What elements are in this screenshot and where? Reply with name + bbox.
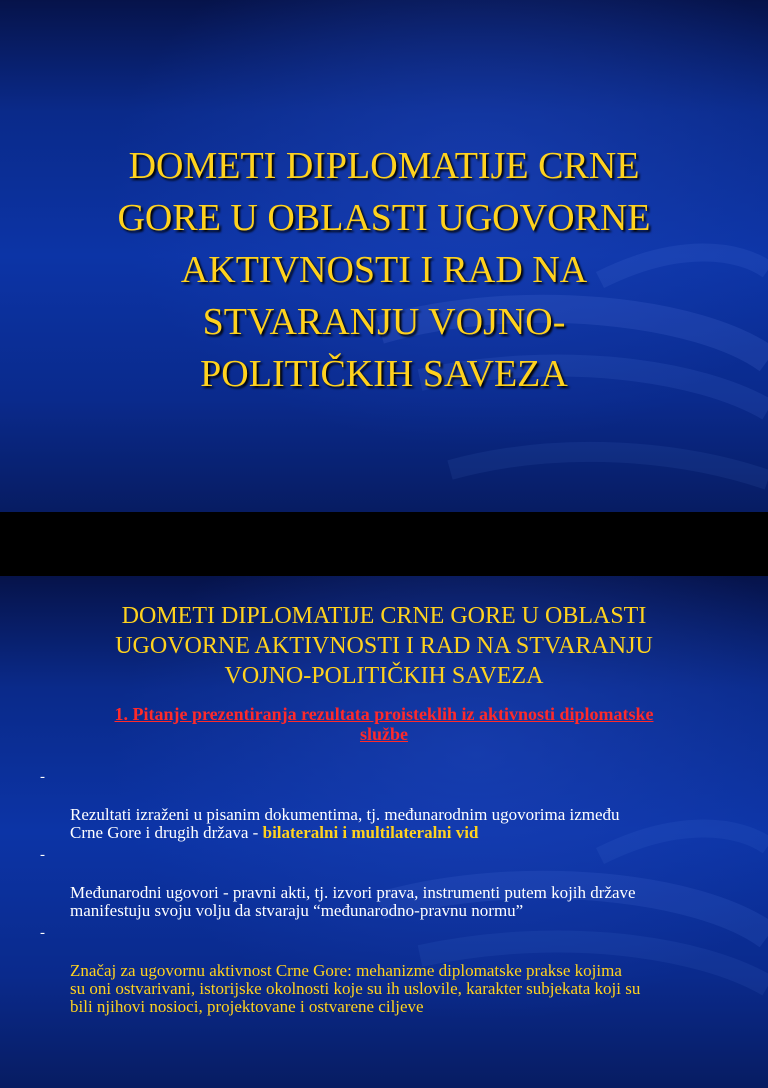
slide-title: DOMETI DIPLOMATIJE CRNE GORE U OBLASTI UGOVORNE AKTIVNOSTI I RAD NA STVARANJU VOJNO-POLITIČKIH SAVEZA [115, 603, 653, 689]
content-slide [0, 576, 768, 1088]
bullet-highlight: bilateralni i multilateralni vid [262, 823, 479, 842]
bullet-text: Međunarodni ugovori - pravni akti, tj. izvori prava, instrumenti putem kojih države manifestuju svoju volju da stvaraju “međunarodno-pravnu normu” [70, 883, 636, 920]
bullet-list [40, 770, 730, 1022]
list-item [40, 926, 730, 1016]
slide-separator [0, 512, 768, 576]
slide-title: DOMETI DIPLOMATIJE CRNE GORE U OBLASTI UGOVORNE AKTIVNOSTI I RAD NA STVARANJU VOJNO- POLITIČKIH SAVEZA [117, 145, 651, 395]
list-item [40, 770, 730, 842]
bullet-marker: - [40, 769, 45, 785]
bullet-text: Rezultati izraženi u pisanim dokumentima, tj. međunarodnim ugovorima između Crne Gore i drugih država - [70, 805, 620, 842]
bullet-text: Značaj za ugovornu aktivnost Crne Gore: mehanizme diplomatske prakse kojima su oni ostvarivani, istorijske okolnosti koje su ih uslovile, karakter subjekata koji su bili njihovi nosioci, projektovane i ostvarene ciljeve [70, 961, 641, 1016]
list-item [40, 848, 730, 920]
title-slide [0, 0, 768, 512]
bullet-marker: - [40, 847, 45, 863]
section-heading: 1. Pitanje prezentiranja rezultata proisteklih iz aktivnosti diplomatske službe [114, 704, 654, 744]
bullet-marker: - [40, 925, 45, 941]
